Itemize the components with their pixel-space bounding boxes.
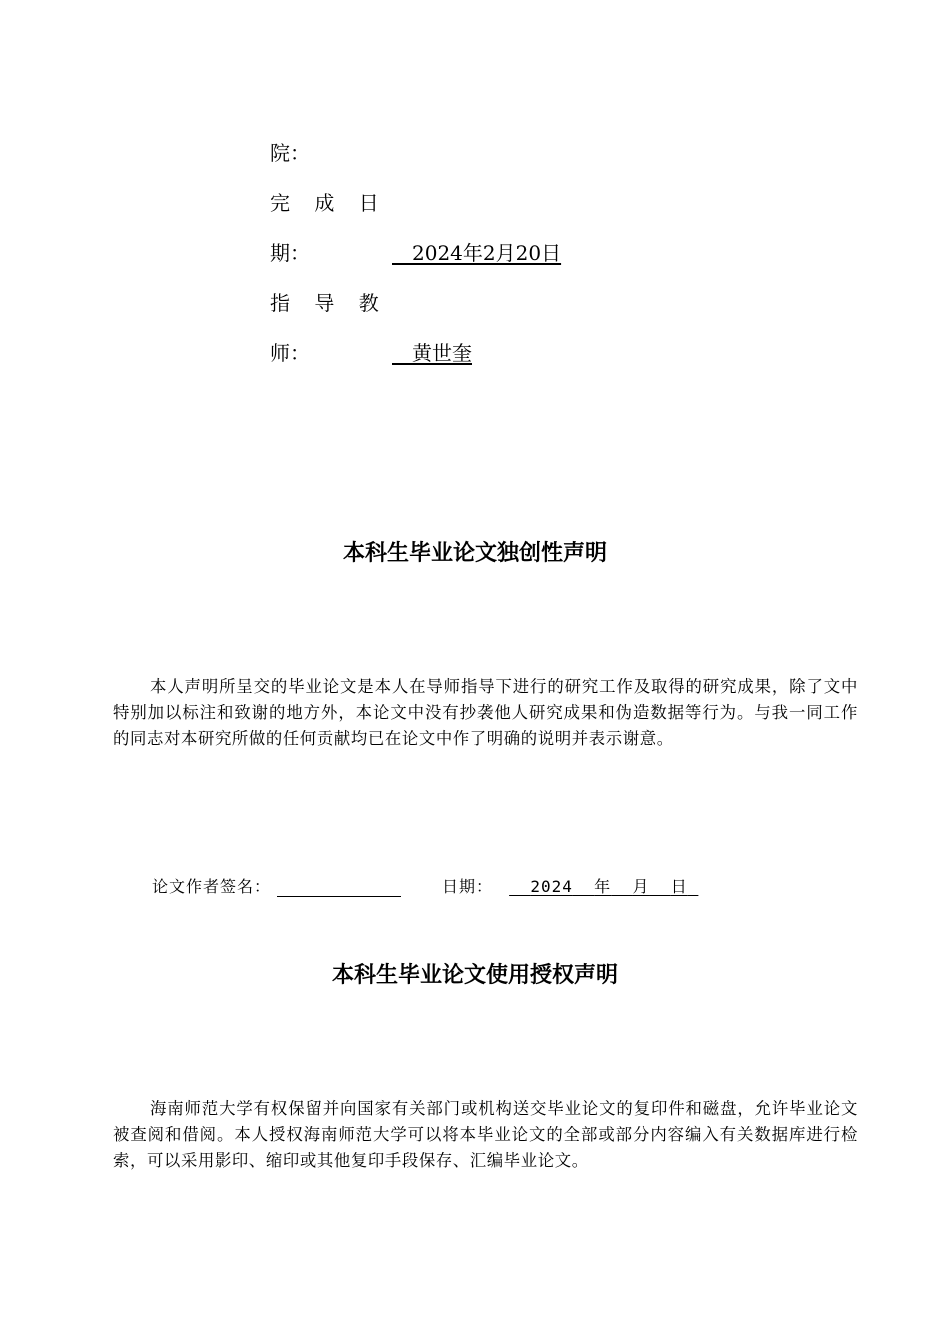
originality-title: 本科生毕业论文独创性声明 — [342, 541, 607, 566]
completion-date-label-line2: 期： — [270, 241, 310, 265]
signature-date-line — [442, 874, 719, 897]
advisor-label-line1: 指 导 教 — [270, 291, 388, 315]
signature-date-year-unit: 年 — [594, 877, 612, 896]
author-signature-line — [152, 874, 401, 897]
author-signature-blank — [277, 878, 401, 897]
completion-date-text: 2024年2月20日 — [412, 241, 562, 265]
authorization-title: 本科生毕业论文使用授权声明 — [331, 963, 618, 988]
author-signature-label: 论文作者签名： — [152, 877, 272, 896]
originality-statement: 本人声明所呈交的毕业论文是本人在导师指导下进行的研究工作及取得的研究成果，除了文中特别加以标注和致谢的地方外，本论文中没有抄袭他人研究成果和伪造数据等行为。与我一同工作的同志对本研究所做的任何贡献均已在论文中作了明确的说明并表示谢意。 — [113, 677, 858, 748]
signature-date-value — [509, 874, 719, 897]
advisor-name-text: 黄世奎 — [412, 341, 472, 365]
signature-date-month-unit: 月 — [632, 877, 650, 896]
signature-date-year: 2024 — [530, 877, 573, 896]
advisor-name-value — [392, 337, 472, 366]
completion-date-value — [392, 237, 561, 266]
college-label: 院： — [270, 141, 310, 165]
signature-date-label: 日期： — [442, 877, 494, 896]
completion-date-label-line1: 完 成 日 — [270, 191, 388, 215]
advisor-label-line2: 师： — [270, 341, 310, 365]
signature-date-day-unit: 日 — [670, 877, 688, 896]
authorization-statement: 海南师范大学有权保留并向国家有关部门或机构送交毕业论文的复印件和磁盘，允许毕业论文被查阅和借阅。本人授权海南师范大学可以将本毕业论文的全部或部分内容编入有关数据库进行检索，可以采用影印、缩印或其他复印手段保存、汇编毕业论文。 — [113, 1099, 858, 1170]
